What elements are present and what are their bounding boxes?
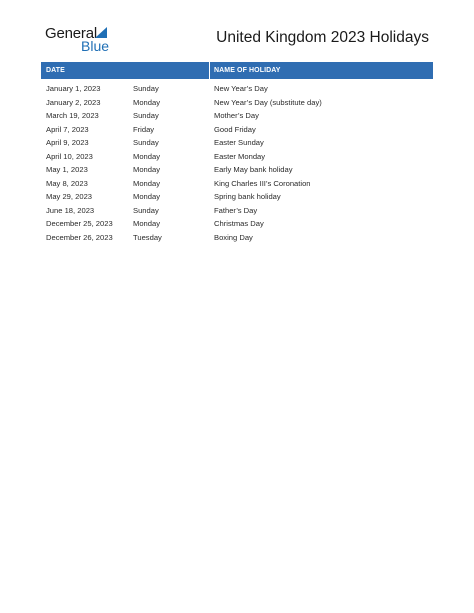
holiday-date: April 7, 2023 [46, 124, 89, 134]
holiday-name: Spring bank holiday [214, 192, 281, 201]
table-row [41, 150, 433, 164]
holiday-weekday: Monday [133, 97, 161, 107]
holiday-name: Mother’s Day [214, 111, 259, 120]
holiday-date: April 10, 2023 [46, 151, 93, 161]
logo-text-blue: Blue [81, 38, 110, 54]
column-header-holiday-name: NAME OF HOLIDAY [209, 62, 434, 79]
holiday-name: Father’s Day [214, 205, 258, 215]
logo-text-general: General [45, 25, 97, 42]
table-body [41, 82, 433, 244]
holiday-date: April 9, 2023 [46, 138, 89, 147]
holiday-weekday: Monday [133, 151, 161, 161]
holiday-date: June 18, 2023 [46, 205, 95, 215]
table-row [41, 190, 433, 204]
table-row [41, 82, 433, 96]
holiday-name: Easter Sunday [214, 138, 264, 147]
holiday-weekday: Tuesday [133, 232, 162, 242]
table-header [41, 62, 433, 79]
holiday-name: New Year’s Day [214, 84, 268, 93]
table-row [41, 217, 433, 231]
holiday-weekday: Sunday [133, 111, 159, 120]
holiday-name: Boxing Day [214, 232, 253, 242]
table-row [41, 231, 433, 245]
holiday-name: Good Friday [214, 124, 256, 134]
holiday-date: December 26, 2023 [46, 232, 113, 242]
holiday-weekday: Monday [133, 219, 161, 228]
holiday-weekday: Sunday [133, 205, 159, 215]
holiday-date: December 25, 2023 [46, 219, 113, 228]
holiday-date: May 1, 2023 [46, 165, 88, 174]
holiday-weekday: Sunday [133, 84, 159, 93]
holiday-weekday: Monday [133, 165, 161, 174]
table-row [41, 177, 433, 191]
holiday-name: New Year’s Day (substitute day) [214, 97, 322, 107]
holiday-weekday: Friday [133, 124, 155, 134]
holiday-name: Christmas Day [214, 219, 264, 228]
holiday-name: Early May bank holiday [214, 165, 293, 174]
table-row [41, 123, 433, 137]
holiday-weekday: Monday [133, 178, 161, 188]
holiday-table [41, 62, 433, 244]
holiday-date: January 1, 2023 [46, 84, 101, 93]
holiday-date: March 19, 2023 [46, 111, 99, 120]
holiday-date: May 8, 2023 [46, 178, 88, 188]
table-row [41, 163, 433, 177]
holiday-weekday: Sunday [133, 138, 159, 147]
column-header-date: DATE [46, 67, 65, 74]
table-row [41, 136, 433, 150]
logo-triangle-icon [95, 27, 107, 38]
table-row [41, 96, 433, 110]
table-row [41, 109, 433, 123]
holiday-weekday: Monday [133, 192, 161, 201]
holiday-date: January 2, 2023 [46, 97, 101, 107]
holiday-name: King Charles III’s Coronation [214, 178, 311, 188]
generalblue-logo [45, 25, 115, 53]
holiday-date: May 29, 2023 [46, 192, 93, 201]
holiday-name: Easter Monday [214, 151, 266, 161]
page-title: United Kingdom 2023 Holidays [216, 29, 429, 46]
table-row [41, 204, 433, 218]
